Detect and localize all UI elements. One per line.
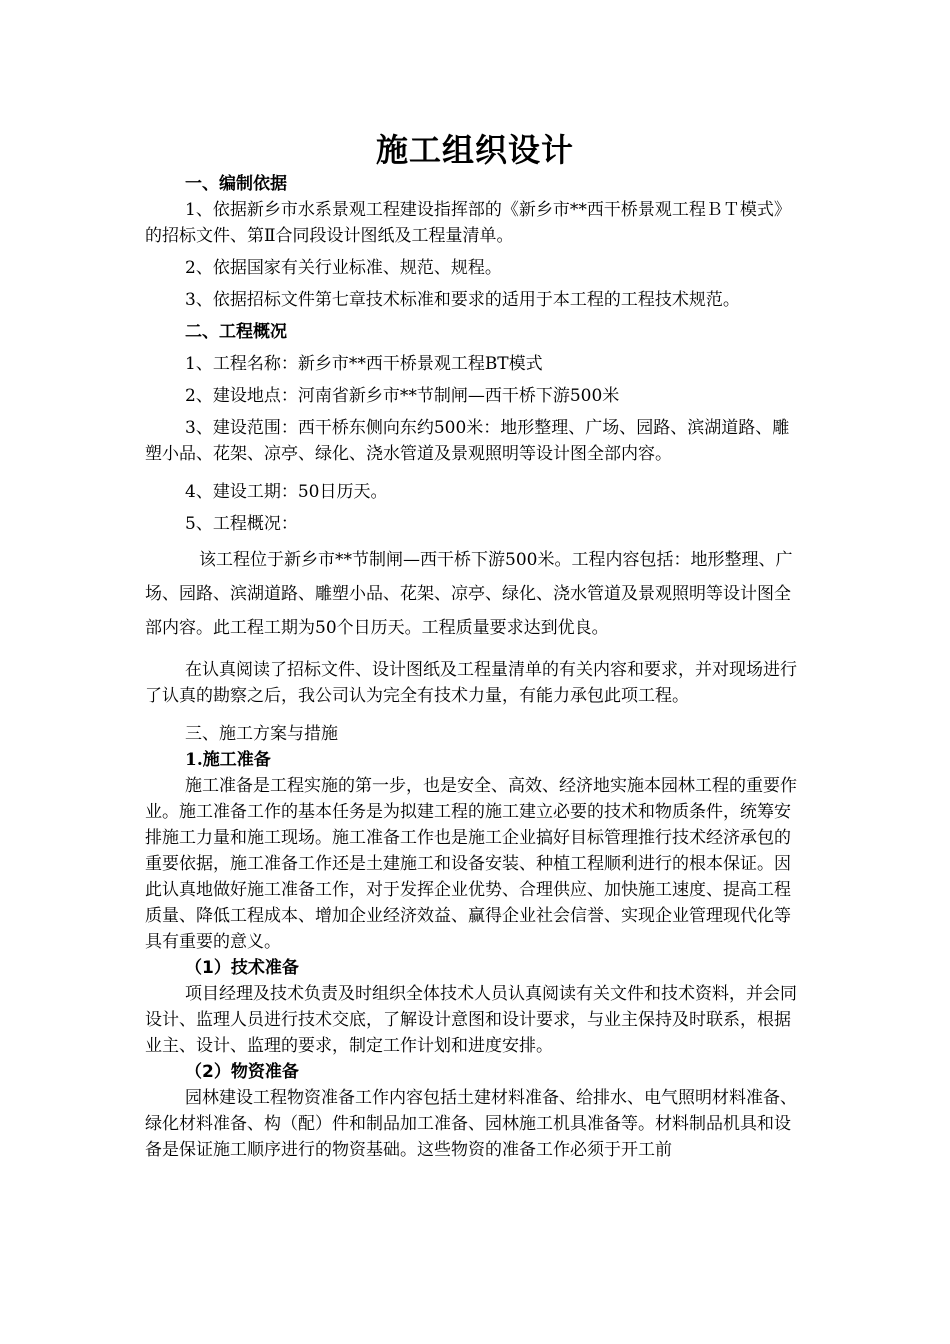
basis-item-3: 3、依据招标文件第七章技术标准和要求的适用于本工程的工程技术规范。 — [185, 290, 740, 310]
material-prep-heading: （2）物资准备 — [185, 1062, 299, 1082]
overview-paragraph: 该工程位于新乡市**节制闸—西干桥下游500米。工程内容包括：地形整理、广场、园路、滨湖道路、雕塑小品、花架、凉亭、绿化、浇水管道及景观照明等设计图全部内容。此工程工期为50个日历天。工程质量要求达到优良。 — [145, 550, 793, 638]
section-3-heading: 三、施工方案与措施 — [185, 724, 338, 744]
prep-paragraph: 施工准备是工程实施的第一步，也是安全、高效、经济地实施本园林工程的重要作业。施工准备工作的基本任务是为拟建工程的施工建立必要的技术和物质条件，统筹安排施工力量和施工现场。施工准备工作也是施工企业搞好目标管理推行技术经济承包的重要依据，施工准备工作还是土建施工和设备安装、种植工程顺利进行的根本保证。因此认真地做好施工准备工作，对于发挥企业优势、合理供应、加快施工速度、提高工程质量、降低工程成本、增加企业经济效益、赢得企业社会信誉、实现企业管理现代化等具有重要的意义。 — [145, 776, 797, 952]
tech-prep-heading: （1）技术准备 — [185, 958, 299, 978]
section-1-heading: 一、编制依据 — [185, 174, 287, 194]
overview-item-3: 3、建设范围：西干桥东侧向东约500米：地形整理、广场、园路、滨湖道路、雕塑小品、花架、凉亭、绿化、浇水管道及景观照明等设计图全部内容。 — [145, 418, 790, 464]
prep-heading: 1.施工准备 — [185, 750, 271, 770]
basis-item-2: 2、依据国家有关行业标准、规范、规程。 — [185, 258, 502, 278]
section-2-heading: 二、工程概况 — [185, 322, 287, 342]
overview-item-1: 1、工程名称：新乡市**西干桥景观工程BT模式 — [185, 354, 543, 374]
overview-item-5: 5、工程概况： — [185, 514, 298, 534]
document-body — [145, 171, 805, 1163]
material-prep-paragraph: 园林建设工程物资准备工作内容包括土建材料准备、给排水、电气照明材料准备、绿化材料准备、构（配）件和制品加工准备、园林施工机具准备等。材料制品机具和设备是保证施工顺序进行的物资基础。这些物资的准备工作必须于开工前 — [145, 1088, 797, 1160]
overview-item-4: 4、建设工期：50日历天。 — [185, 482, 388, 502]
document-title: 施工组织设计 — [375, 131, 574, 169]
review-paragraph: 在认真阅读了招标文件、设计图纸及工程量清单的有关内容和要求，并对现场进行了认真的勘察之后，我公司认为完全有技术力量，有能力承包此项工程。 — [145, 660, 797, 706]
basis-item-1: 1、依据新乡市水系景观工程建设指挥部的《新乡市**西干桥景观工程ＢＴ模式》的招标文件、第Ⅱ合同段设计图纸及工程量清单。 — [145, 200, 791, 246]
overview-item-2: 2、建设地点：河南省新乡市**节制闸—西干桥下游500米 — [185, 386, 620, 406]
tech-prep-paragraph: 项目经理及技术负责及时组织全体技术人员认真阅读有关文件和技术资料，并会同设计、监理人员进行技术交底，了解设计意图和设计要求，与业主保持及时联系，根据业主、设计、监理的要求，制定工作计划和进度安排。 — [145, 984, 797, 1056]
